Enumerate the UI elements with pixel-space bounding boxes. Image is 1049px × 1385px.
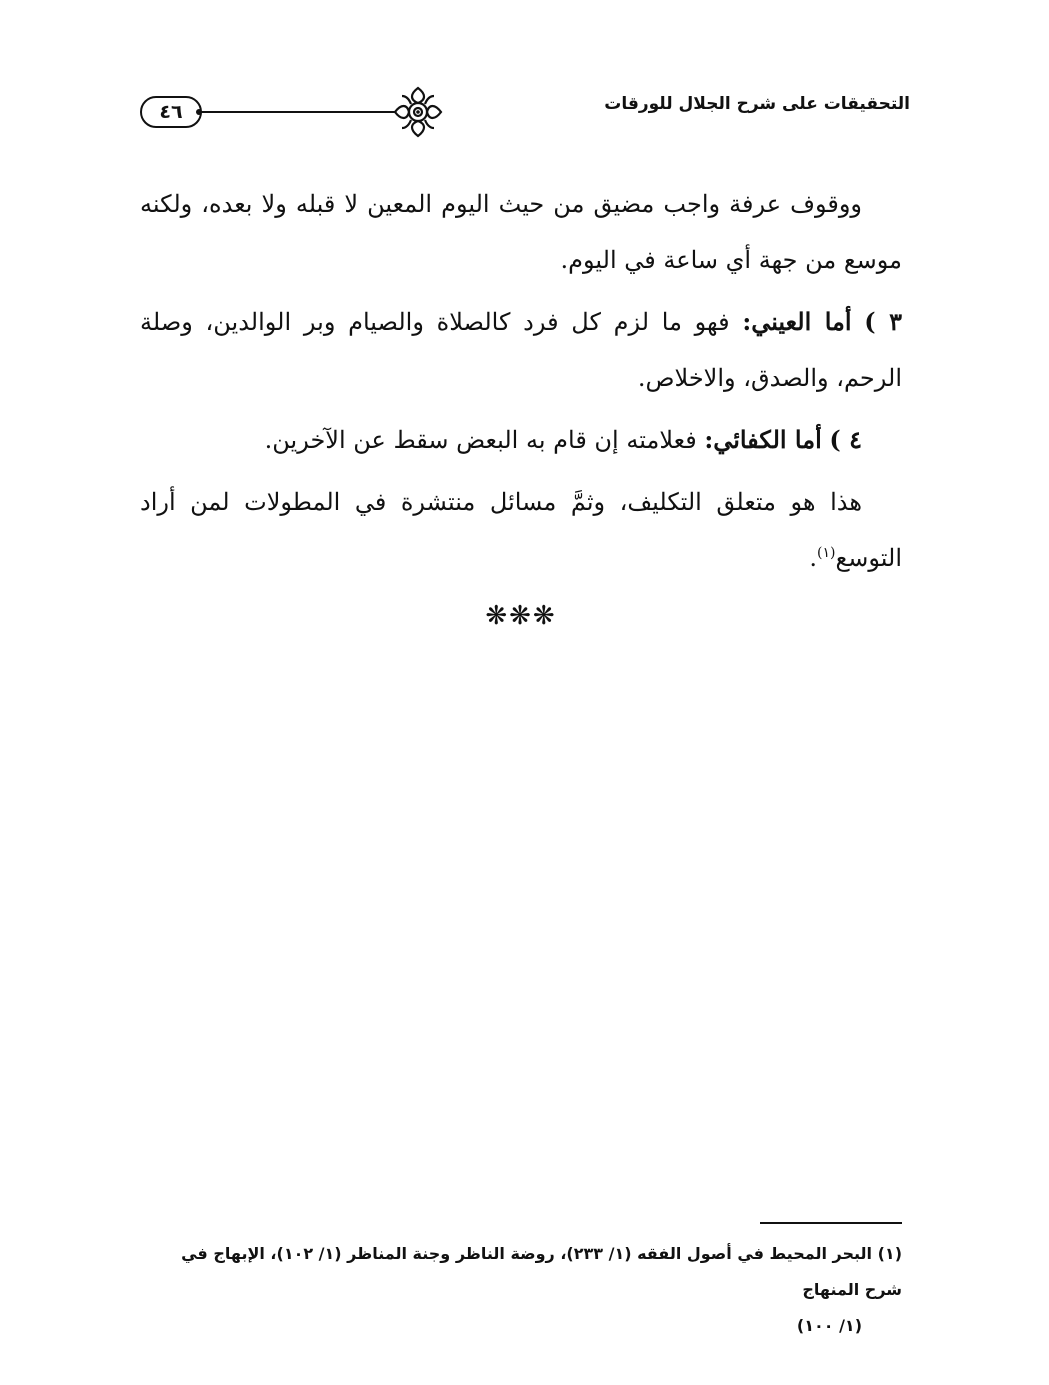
- paragraph-closing: [140, 474, 902, 586]
- paragraph-text: فعلامته إن قام به البعض سقط عن الآخرين.: [264, 426, 697, 454]
- term-heading: أما العيني:: [742, 307, 852, 336]
- main-text: [140, 176, 902, 644]
- page-number: ٤٦: [159, 100, 183, 123]
- paragraph-text: هذا هو متعلق التكليف، وثمَّ مسائل منتشرة في المطولات لمن أراد التوسع: [140, 488, 902, 572]
- paragraph-kifai: [140, 412, 902, 468]
- floral-ornament-icon: [392, 84, 444, 140]
- footnote-1-continuation: (١/ ١٠٠): [796, 1316, 862, 1335]
- footnote-reference: (١): [817, 545, 836, 561]
- running-title: التحقيقات على شرح الجلال للورقات: [604, 94, 910, 114]
- term-heading: أما الكفائي:: [704, 425, 822, 454]
- footnotes: [140, 1236, 902, 1344]
- item-number: ٤ ): [829, 425, 862, 454]
- paragraph-aini: [140, 294, 902, 406]
- header-rule: [200, 111, 396, 113]
- paragraph-text: فهو ما لزم كل فرد كالصلاة والصيام وبر الوالدين، وصلة الرحم، والصدق، والاخلاص.: [140, 308, 902, 392]
- footnote-1: (١) البحر المحيط في أصول الفقه (١/ ٢٣٣)، روضة الناظر وجنة المناظر (١/ ١٠٢)، الإبهاج في شرح المنهاج: [181, 1244, 902, 1299]
- paragraph-wuquf-arafa: ووقوف عرفة واجب مضيق من حيث اليوم المعين لا قبله ولا بعده، ولكنه موسع من جهة أي ساعة في اليوم.: [140, 190, 902, 274]
- section-divider-asterisks: ❋❋❋: [485, 601, 557, 631]
- item-number: ٣ ): [864, 307, 902, 336]
- sentence-end: .: [809, 544, 818, 572]
- footnote-separator: [760, 1222, 902, 1224]
- page-number-badge: [140, 96, 202, 128]
- running-header: [140, 84, 910, 144]
